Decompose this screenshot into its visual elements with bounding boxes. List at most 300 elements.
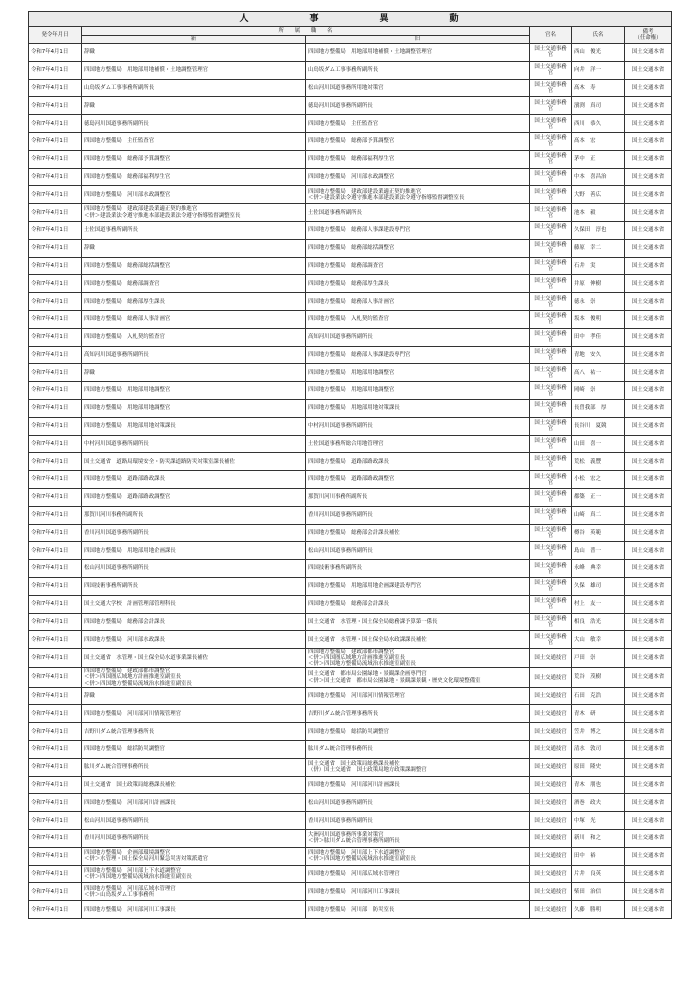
row-old-position	[306, 812, 530, 830]
row-name: 長谷川 夏競	[572, 417, 625, 435]
row-note: 国土交通本省	[625, 631, 672, 649]
row-new-position	[82, 471, 306, 489]
header-old: 旧	[306, 36, 530, 44]
row-office: 国土交通技官	[530, 758, 572, 776]
row-office: 国土交通事務官	[530, 560, 572, 578]
row-note: 国土交通本省	[625, 758, 672, 776]
row-old-position-line: 四国地方整備局 総務部調査官	[308, 262, 384, 269]
row-old-position-line: 四国技術事務所副所長	[308, 565, 362, 572]
row-date: 令和7年4月1日	[29, 435, 82, 453]
row-name: 西山 俊光	[572, 44, 625, 62]
row-old-position	[306, 435, 530, 453]
row-date: 令和7年4月1日	[29, 705, 82, 723]
row-name: 新川 和之	[572, 830, 625, 848]
row-office: 国土交通事務官	[530, 328, 572, 346]
table-row	[29, 830, 672, 848]
row-new-position-line: 香川河川国道事務所副所長	[84, 529, 149, 536]
row-old-position-line: 四国地方整備局 総務部予算調整官	[308, 138, 395, 145]
table-row	[29, 79, 672, 97]
row-office: 国土交通事務官	[530, 524, 572, 542]
row-office: 国土交通事務官	[530, 97, 572, 115]
table-row	[29, 631, 672, 649]
table-row	[29, 168, 672, 186]
table-row	[29, 812, 672, 830]
table-row	[29, 275, 672, 293]
row-office: 国土交通事務官	[530, 506, 572, 524]
row-old-position-line: 四国地方整備局 用地部用地調整官	[308, 369, 395, 376]
row-new-position	[82, 488, 306, 506]
row-note: 国土交通本省	[625, 79, 672, 97]
row-name: 岡崎 崇	[572, 382, 625, 400]
row-old-position	[306, 560, 530, 578]
row-name: 石田 克浩	[572, 687, 625, 705]
row-date: 令和7年4月1日	[29, 44, 82, 62]
row-old-position-line: ＜併＞四国圏広域地方計画推進室副室長	[308, 655, 406, 662]
row-note: 国土交通本省	[625, 435, 672, 453]
row-new-position	[82, 830, 306, 848]
row-note: 国土交通本省	[625, 649, 672, 668]
row-old-position	[306, 649, 530, 668]
row-new-position-line: 土佐国道事務所副所長	[84, 227, 138, 234]
row-note: 国土交通本省	[625, 61, 672, 79]
row-new-position	[82, 865, 306, 883]
row-new-position	[82, 668, 306, 687]
row-date: 令和7年4月1日	[29, 812, 82, 830]
row-date: 令和7年4月1日	[29, 79, 82, 97]
row-date: 令和7年4月1日	[29, 239, 82, 257]
row-name: 久保 雄司	[572, 577, 625, 595]
header-name: 氏名	[572, 27, 625, 44]
row-note: 国土交通本省	[625, 257, 672, 275]
row-new-position	[82, 847, 306, 865]
row-new-position-line: 四国地方整備局 総務部厚生課長	[84, 298, 165, 305]
row-office: 国土交通技官	[530, 883, 572, 901]
row-name: 相良 浩光	[572, 613, 625, 631]
row-old-position-line: 肱川ダム統合管理事務所長	[308, 746, 373, 753]
personnel-rows	[29, 44, 672, 919]
row-name: 藤原 幸二	[572, 239, 625, 257]
row-new-position-line: 国土交通省 国土政策局総務課長補佐	[84, 781, 176, 788]
row-new-position	[82, 399, 306, 417]
table-row	[29, 115, 672, 133]
row-old-position-line: 四国地方整備局 河川部広域水管理官	[308, 870, 400, 877]
row-name: 柴田 治信	[572, 883, 625, 901]
row-new-position	[82, 542, 306, 560]
row-old-position-line: 那賀川河川事務所副所長	[308, 494, 368, 501]
row-new-position	[82, 613, 306, 631]
row-new-position-line: ＜併＞四国地方整備局流域治水推進室副室長	[84, 874, 192, 881]
row-new-position-line: 四国地方整備局 河川部水政調整官	[84, 191, 171, 198]
row-date: 令和7年4月1日	[29, 741, 82, 759]
row-new-position	[82, 328, 306, 346]
row-office: 国土交通事務官	[530, 417, 572, 435]
row-note: 国土交通本省	[625, 830, 672, 848]
row-new-position	[82, 435, 306, 453]
row-new-position-line: 四国地方整備局 用地部用地対策課長	[84, 423, 176, 430]
row-name: 中本 喜昌治	[572, 168, 625, 186]
row-new-position-line: 四国地方整備局 総務部人事計画官	[84, 316, 171, 323]
row-date: 令和7年4月1日	[29, 417, 82, 435]
row-new-position	[82, 44, 306, 62]
row-new-position-line: 辞職	[84, 49, 95, 56]
row-name: 都築 正一	[572, 488, 625, 506]
table-row	[29, 577, 672, 595]
row-old-position-line: 国土交通省 国土政策局総務課長補佐	[308, 761, 400, 768]
row-date: 令和7年4月1日	[29, 723, 82, 741]
row-new-position	[82, 186, 306, 204]
table-row	[29, 186, 672, 204]
row-old-position-line: 中村河川国道事務所副所長	[308, 423, 373, 430]
row-old-position	[306, 257, 530, 275]
table-row	[29, 471, 672, 489]
row-old-position	[306, 687, 530, 705]
row-office: 国土交通技官	[530, 705, 572, 723]
table-row	[29, 847, 672, 865]
row-old-position-line: 山鳥坂ダム工事事務所副所長	[308, 67, 379, 74]
row-name: 原田 隆史	[572, 758, 625, 776]
row-office: 国土交通技官	[530, 847, 572, 865]
row-old-position	[306, 328, 530, 346]
row-new-position	[82, 239, 306, 257]
table-row	[29, 705, 672, 723]
row-date: 令和7年4月1日	[29, 293, 82, 311]
personnel-change-sheet	[28, 11, 671, 919]
row-new-position	[82, 758, 306, 776]
row-new-position	[82, 506, 306, 524]
row-date: 令和7年4月1日	[29, 115, 82, 133]
row-office: 国土交通技官	[530, 812, 572, 830]
row-new-position-line: 四国地方整備局 総務部予算調整官	[84, 156, 171, 163]
row-new-position-line: 国土交通大学校 計画管理部管理科長	[84, 601, 176, 608]
row-date: 令和7年4月1日	[29, 794, 82, 812]
row-new-position-line: 国土交通省 道路局環境安全・防災課道路防災対策室課長補佐	[84, 458, 235, 465]
row-date: 令和7年4月1日	[29, 776, 82, 794]
table-row	[29, 44, 672, 62]
row-name: 西川 恭久	[572, 115, 625, 133]
row-name: 田中 裕	[572, 847, 625, 865]
row-date: 令和7年4月1日	[29, 399, 82, 417]
row-name: 髙木 寿	[572, 79, 625, 97]
row-new-position-line: ＜併＞四国地方整備局流域治水推進室副室長	[84, 680, 192, 687]
table-row	[29, 687, 672, 705]
row-new-position	[82, 577, 306, 595]
row-office: 国土交通事務官	[530, 382, 572, 400]
row-new-position-line: 四国地方整備局 建政部建設業適正契約推進官	[84, 206, 198, 213]
row-new-position-line: 四国地方整備局 河川部上下水道調整官	[84, 867, 182, 874]
table-row	[29, 364, 672, 382]
row-old-position-line: 高知河川国道事務所副所長	[308, 334, 373, 341]
row-old-position	[306, 631, 530, 649]
row-new-position	[82, 776, 306, 794]
table-row	[29, 883, 672, 901]
row-note: 国土交通本省	[625, 293, 672, 311]
row-date: 令和7年4月1日	[29, 847, 82, 865]
row-name: 片井 良英	[572, 865, 625, 883]
row-new-position	[82, 812, 306, 830]
row-office: 国土交通事務官	[530, 435, 572, 453]
table-row	[29, 97, 672, 115]
row-new-position-line: ＜併＞山鳥坂ダム工事事務所	[84, 891, 155, 898]
row-old-position	[306, 61, 530, 79]
row-old-position-line: ＜併＞四国地方整備局流域治水推進室副室長	[308, 661, 416, 668]
row-old-position-line: 四国地方整備局 総務部人事課建設専門官	[308, 351, 411, 358]
row-date: 令和7年4月1日	[29, 830, 82, 848]
table-row	[29, 61, 672, 79]
row-note: 国土交通本省	[625, 44, 672, 62]
row-old-position-line: 四国地方整備局 総務部人事計画官	[308, 298, 395, 305]
row-name: 清水 敦司	[572, 741, 625, 759]
table-row	[29, 435, 672, 453]
table-row	[29, 399, 672, 417]
row-new-position-line: 吉野川ダム統合管理事務所長	[84, 728, 155, 735]
row-name: 青木 朋也	[572, 776, 625, 794]
row-date: 令和7年4月1日	[29, 577, 82, 595]
row-new-position-line: 徳島河川国道事務所副所長	[84, 120, 149, 127]
table-row	[29, 293, 672, 311]
row-old-position	[306, 346, 530, 364]
row-new-position-line: 松山河川国道事務所副所長	[84, 817, 149, 824]
row-old-position-line: 四国地方整備局 河川部上下水道調整官	[308, 850, 406, 857]
row-note: 国土交通本省	[625, 150, 672, 168]
row-old-position-line: 四国地方整備局 河川部河川工事課長	[308, 888, 400, 895]
row-office: 国土交通事務官	[530, 399, 572, 417]
row-office: 国土交通事務官	[530, 453, 572, 471]
row-old-position	[306, 830, 530, 848]
row-old-position-line: 四国地方整備局 用地部用地補償・土地調整管理官	[308, 49, 432, 56]
row-new-position-line: 四国地方整備局 入札契約監査官	[84, 334, 165, 341]
row-date: 令和7年4月1日	[29, 453, 82, 471]
row-note: 国土交通本省	[625, 595, 672, 613]
row-name: 青地 安久	[572, 346, 625, 364]
row-new-position	[82, 115, 306, 133]
row-name: 坂本 俊明	[572, 310, 625, 328]
row-office: 国土交通技官	[530, 687, 572, 705]
row-old-position-line: 四国地方整備局 道路部路政課長	[308, 458, 389, 465]
row-office: 国土交通技官	[530, 649, 572, 668]
row-old-position	[306, 168, 530, 186]
row-note: 国土交通本省	[625, 115, 672, 133]
table-row	[29, 668, 672, 687]
row-office: 国土交通技官	[530, 901, 572, 919]
row-new-position-line: 四国地方整備局 総務部調査官	[84, 280, 160, 287]
row-date: 令和7年4月1日	[29, 758, 82, 776]
row-new-position-line: 四国地方整備局 用地部用地企画課長	[84, 547, 176, 554]
row-name: 山田 喜一	[572, 435, 625, 453]
row-old-position-line: （併）国土交通省 国土政策局地方政策課調整官	[308, 767, 427, 774]
row-old-position	[306, 776, 530, 794]
row-old-position-line: 四国地方整備局 総務部会計課長補佐	[308, 529, 400, 536]
row-name: 向井 洋一	[572, 61, 625, 79]
table-row	[29, 542, 672, 560]
row-old-position	[306, 132, 530, 150]
row-old-position-line: 香川河川国道事務所副所長	[308, 512, 373, 519]
row-old-position	[306, 577, 530, 595]
row-office: 国土交通事務官	[530, 44, 572, 62]
row-old-position	[306, 471, 530, 489]
row-date: 令和7年4月1日	[29, 687, 82, 705]
row-name: 島山 普一	[572, 542, 625, 560]
row-name: 樽谷 英範	[572, 524, 625, 542]
table-row	[29, 488, 672, 506]
row-old-position	[306, 668, 530, 687]
row-new-position-line: 四国地方整備局 道路部路政調整官	[84, 494, 171, 501]
header-position-group: 所 属 職 名	[82, 27, 530, 36]
row-new-position	[82, 687, 306, 705]
row-old-position-line: 吉野川ダム統合管理事務所長	[308, 710, 379, 717]
row-date: 令和7年4月1日	[29, 560, 82, 578]
row-old-position	[306, 79, 530, 97]
table-row	[29, 560, 672, 578]
row-new-position	[82, 741, 306, 759]
row-office: 国土交通事務官	[530, 488, 572, 506]
row-new-position	[82, 631, 306, 649]
row-new-position-line: ＜併＞建設業法令遵守推進本部建設業法令遵守指導監督調整室長	[84, 212, 241, 219]
row-name: 中塚 光	[572, 812, 625, 830]
row-new-position	[82, 382, 306, 400]
row-old-position-line: 四国地方整備局 総務部人事課建設専門官	[308, 227, 411, 234]
row-note: 国土交通本省	[625, 847, 672, 865]
row-office: 国土交通事務官	[530, 168, 572, 186]
row-note: 国土交通本省	[625, 382, 672, 400]
row-office: 国土交通事務官	[530, 132, 572, 150]
row-name: 徳永 崇	[572, 293, 625, 311]
row-new-position	[82, 794, 306, 812]
row-new-position-line: 国土交通省 水管理・国土保全局水道事業課長補佐	[84, 655, 208, 662]
row-new-position-line: 辞職	[84, 369, 95, 376]
row-date: 令和7年4月1日	[29, 901, 82, 919]
row-old-position	[306, 595, 530, 613]
row-name: 笠井 博之	[572, 723, 625, 741]
row-new-position-line: 四国地方整備局 河川部河川計画課長	[84, 799, 176, 806]
row-name: 長曽我部 厚	[572, 399, 625, 417]
row-name: 山崎 真二	[572, 506, 625, 524]
row-new-position	[82, 901, 306, 919]
row-new-position	[82, 883, 306, 901]
row-new-position-line: 四国地方整備局 用地部用地調整官	[84, 405, 171, 412]
row-new-position	[82, 168, 306, 186]
row-old-position-line: 四国地方整備局 総括防災調整官	[308, 728, 389, 735]
row-old-position-line: 土佐国道事務所総合用地管理官	[308, 440, 384, 447]
table-row	[29, 310, 672, 328]
row-name: 酒巻 政夫	[572, 794, 625, 812]
table-row	[29, 595, 672, 613]
table-row	[29, 524, 672, 542]
row-old-position-line: 四国地方整備局 河川部河川情報管理官	[308, 693, 406, 699]
row-office: 国土交通事務官	[530, 471, 572, 489]
row-office: 国土交通事務官	[530, 186, 572, 204]
row-office: 国土交通事務官	[530, 275, 572, 293]
row-new-position-line: ＜併＞四国圏広域地方計画推進室副室長	[84, 674, 182, 681]
row-new-position-line: 四国地方整備局 河川部水政課長	[84, 636, 165, 643]
row-note: 国土交通本省	[625, 204, 672, 222]
row-note: 国土交通本省	[625, 560, 672, 578]
row-note: 国土交通本省	[625, 417, 672, 435]
row-old-position-line: 四国地方整備局 河川部河川計画課長	[308, 781, 400, 788]
row-name: 髙本 宏	[572, 132, 625, 150]
row-old-position	[306, 239, 530, 257]
row-note: 国土交通本省	[625, 577, 672, 595]
table-row	[29, 382, 672, 400]
row-note: 国土交通本省	[625, 776, 672, 794]
row-name: 濱渕 真司	[572, 97, 625, 115]
row-name: 村上 友一	[572, 595, 625, 613]
row-office: 国土交通事務官	[530, 631, 572, 649]
row-name: 井原 伸樹	[572, 275, 625, 293]
row-old-position-line: 四国地方整備局 建政部都市調整官	[308, 649, 395, 656]
row-note: 国土交通本省	[625, 613, 672, 631]
row-old-position	[306, 883, 530, 901]
row-date: 令和7年4月1日	[29, 488, 82, 506]
row-old-position-line: 四国地方整備局 用地部用地企画課建設専門官	[308, 583, 422, 590]
row-old-position-line: 松山河川国道事務所用地対策官	[308, 84, 384, 91]
row-note: 国土交通本省	[625, 812, 672, 830]
table-row	[29, 758, 672, 776]
row-new-position	[82, 705, 306, 723]
table-row	[29, 417, 672, 435]
row-old-position	[306, 613, 530, 631]
row-old-position-line: ＜併＞肱川ダム統合管理事務所副所長	[308, 838, 400, 845]
row-office: 国土交通事務官	[530, 79, 572, 97]
row-note: 国土交通本省	[625, 186, 672, 204]
row-new-position-line: 辞職	[84, 102, 95, 109]
row-office: 国土交通事務官	[530, 310, 572, 328]
row-new-position	[82, 221, 306, 239]
row-old-position-line: 四国地方整備局 総務部総括調整官	[308, 245, 395, 252]
row-old-position	[306, 44, 530, 62]
row-date: 令和7年4月1日	[29, 613, 82, 631]
table-row	[29, 723, 672, 741]
row-new-position-line: 四国地方整備局 総務部福利厚生官	[84, 173, 171, 180]
row-note: 国土交通本省	[625, 524, 672, 542]
row-office: 国土交通事務官	[530, 595, 572, 613]
row-old-position	[306, 97, 530, 115]
row-new-position	[82, 204, 306, 222]
row-new-position-line: 四国地方整備局 総括防災調整官	[84, 746, 165, 753]
row-date: 令和7年4月1日	[29, 257, 82, 275]
row-note: 国土交通本省	[625, 346, 672, 364]
row-name: 大野 善広	[572, 186, 625, 204]
row-note: 国土交通本省	[625, 239, 672, 257]
row-old-position-line: 松山河川国道事務所副所長	[308, 799, 373, 806]
row-date: 令和7年4月1日	[29, 328, 82, 346]
row-office: 国土交通事務官	[530, 150, 572, 168]
row-note: 国土交通本省	[625, 883, 672, 901]
row-note: 国土交通本省	[625, 794, 672, 812]
row-old-position-line: 四国地方整備局 総務部福利厚生官	[308, 156, 395, 163]
row-office: 国土交通事務官	[530, 364, 572, 382]
header-date: 発令年月日	[29, 27, 82, 44]
row-note: 国土交通本省	[625, 97, 672, 115]
row-old-position-line: 四国地方整備局 総務部会計課長	[308, 601, 389, 608]
row-date: 令和7年4月1日	[29, 883, 82, 901]
row-new-position-line: 高知河川国道事務所副所長	[84, 351, 149, 358]
row-new-position	[82, 97, 306, 115]
row-old-position-line: 土佐国道事務所副所長	[308, 209, 362, 216]
table-row	[29, 204, 672, 222]
row-old-position	[306, 758, 530, 776]
table-row	[29, 346, 672, 364]
table-row	[29, 239, 672, 257]
row-note: 国土交通本省	[625, 865, 672, 883]
row-old-position	[306, 847, 530, 865]
row-date: 令和7年4月1日	[29, 168, 82, 186]
row-new-position	[82, 595, 306, 613]
row-new-position	[82, 61, 306, 79]
row-old-position-line: 四国地方整備局 河川部 防災室長	[308, 906, 395, 913]
row-date: 令和7年4月1日	[29, 524, 82, 542]
row-office: 国土交通事務官	[530, 221, 572, 239]
row-old-position-line: ＜併＞建設業法令遵守推進本部建設業法令遵守指導監督調整室長	[308, 194, 465, 201]
